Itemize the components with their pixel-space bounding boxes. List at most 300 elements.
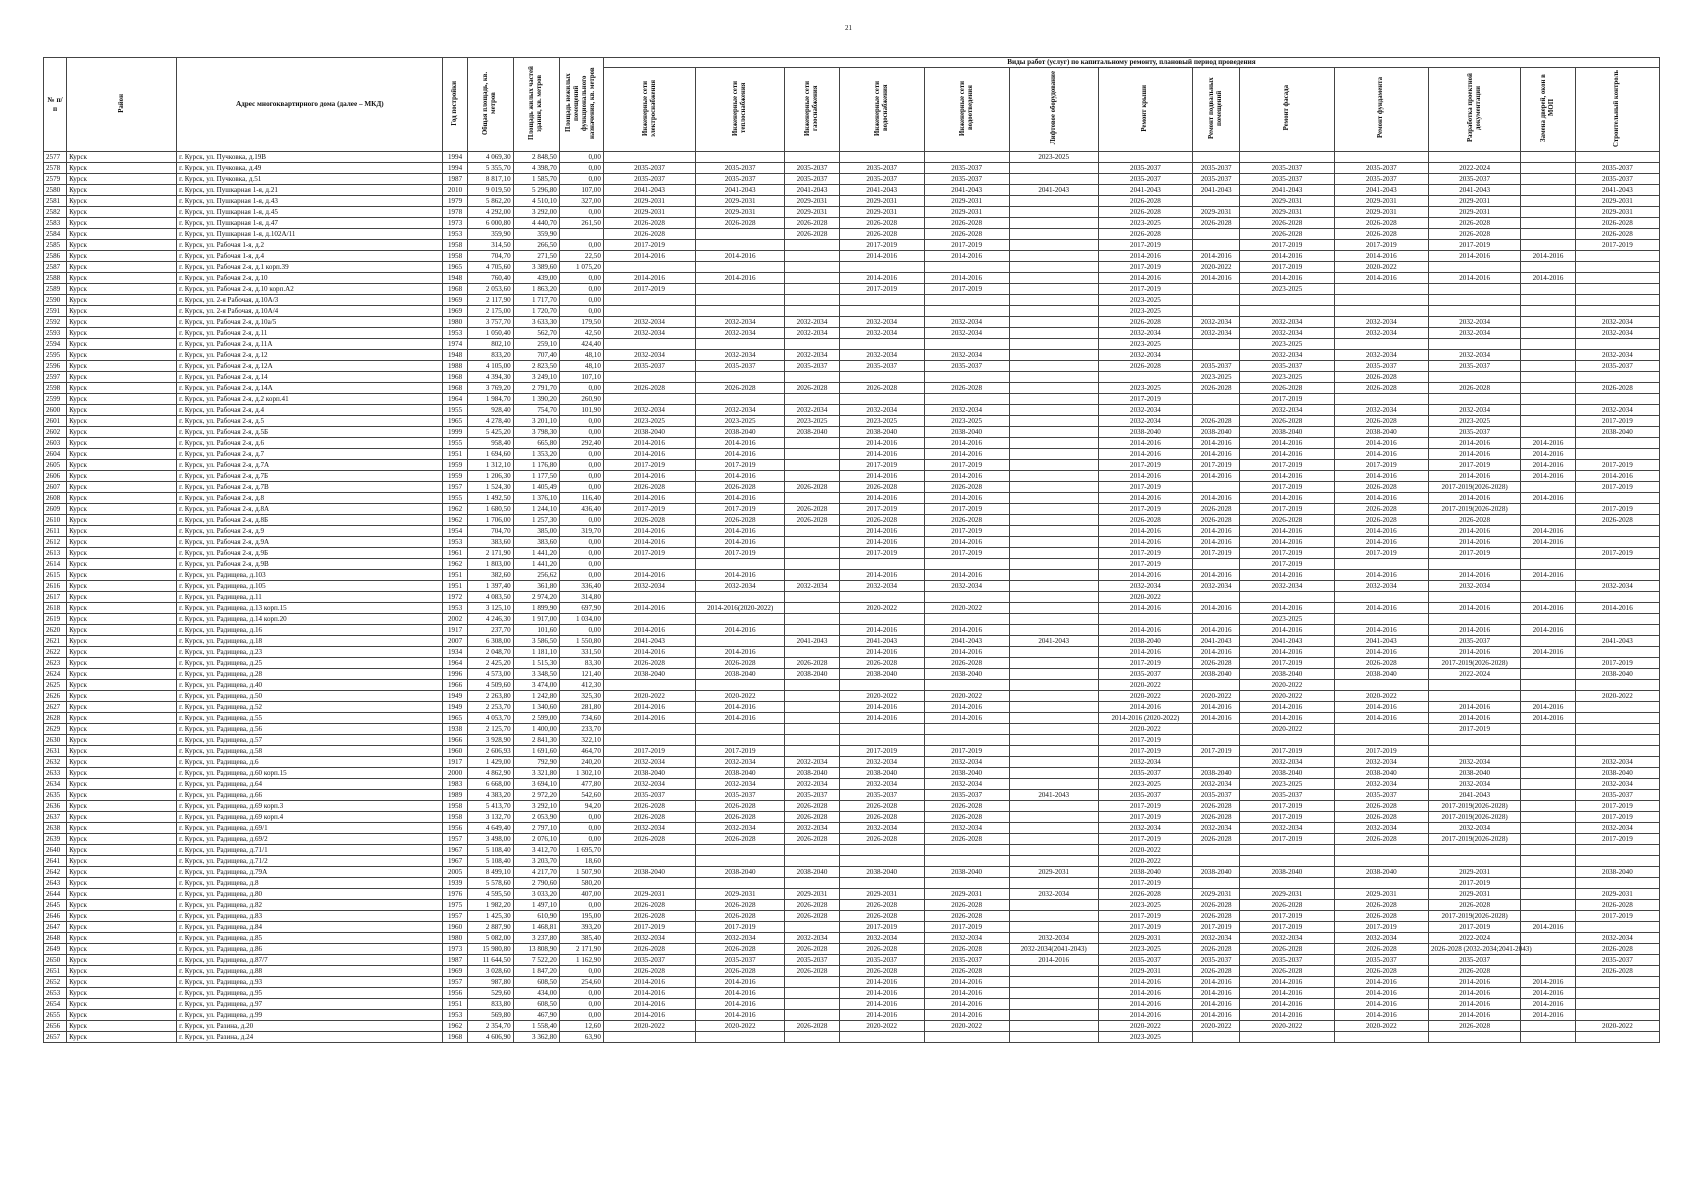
cell-work-period: 2014-2016 — [1240, 537, 1334, 548]
cell-build-year: 1968 — [443, 1032, 467, 1043]
cell-work-period — [1009, 900, 1098, 911]
cell-district: Курск — [67, 856, 177, 867]
cell-address: г. Курск, ул. Радищева, д.88 — [177, 966, 443, 977]
cell-work-period — [924, 1032, 1009, 1043]
cell-work-period: 2014-2016 — [1334, 625, 1428, 636]
cell-work-period — [1575, 625, 1659, 636]
cell-work-period: 2017-2019(2026-2028) — [1429, 911, 1521, 922]
cell-work-period: 2014-2016 — [1521, 273, 1576, 284]
cell-work-period — [1334, 878, 1428, 889]
cell-work-period: 2026-2028 — [839, 482, 924, 493]
cell-row-number: 2577 — [44, 152, 67, 163]
cell-work-period: 2014-2016 — [839, 988, 924, 999]
cell-total-area: 8 817,10 — [467, 174, 513, 185]
cell-work-period: 2041-2043 — [924, 636, 1009, 647]
cell-work-period — [1009, 328, 1098, 339]
cell-work-period — [1193, 284, 1240, 295]
cell-work-period: 2032-2034 — [1240, 317, 1334, 328]
cell-work-period — [1009, 966, 1098, 977]
cell-work-period — [1429, 1032, 1521, 1043]
cell-work-period: 2020-2022 — [603, 1021, 695, 1032]
cell-nonliving-area: 0,00 — [559, 625, 603, 636]
table-row — [44, 163, 1660, 174]
cell-row-number: 2580 — [44, 185, 67, 196]
cell-district: Курск — [67, 1010, 177, 1021]
cell-work-period — [1193, 724, 1240, 735]
cell-work-period — [1009, 647, 1098, 658]
cell-work-period: 2017-2019 — [924, 504, 1009, 515]
cell-nonliving-area: 233,70 — [559, 724, 603, 735]
cell-build-year: 1959 — [443, 460, 467, 471]
cell-work-period: 2014-2016 — [839, 493, 924, 504]
cell-work-period: 2026-2028 — [696, 383, 785, 394]
cell-work-period — [1521, 735, 1576, 746]
cell-build-year: 1961 — [443, 548, 467, 559]
cell-work-period — [696, 229, 785, 240]
cell-work-period: 2026-2028 — [1240, 383, 1334, 394]
cell-work-period: 2026-2028 — [1334, 944, 1428, 955]
cell-nonliving-area: 12,60 — [559, 1021, 603, 1032]
cell-work-period: 2032-2034 — [1429, 405, 1521, 416]
cell-nonliving-area: 0,00 — [559, 537, 603, 548]
cell-work-period — [839, 262, 924, 273]
cell-total-area: 4 083,50 — [467, 592, 513, 603]
cell-work-period: 2038-2040 — [924, 867, 1009, 878]
cell-work-period: 2035-2037 — [603, 174, 695, 185]
cell-work-period: 2017-2019 — [603, 922, 695, 933]
cell-nonliving-area: 1 507,90 — [559, 867, 603, 878]
cell-work-period: 2014-2016 — [924, 273, 1009, 284]
cell-address: г. Курск, ул. Радищева, д.18 — [177, 636, 443, 647]
cell-district: Курск — [67, 823, 177, 834]
cell-work-period: 2023-2025 — [1098, 218, 1192, 229]
cell-build-year: 1976 — [443, 889, 467, 900]
cell-row-number: 2626 — [44, 691, 67, 702]
cell-work-period — [785, 570, 840, 581]
cell-work-period: 2014-2016 — [1429, 537, 1521, 548]
cell-build-year: 1962 — [443, 559, 467, 570]
cell-work-period: 2038-2040 — [696, 427, 785, 438]
cell-work-period: 2026-2028 — [785, 966, 840, 977]
cell-work-period — [696, 856, 785, 867]
cell-build-year: 1972 — [443, 592, 467, 603]
cell-work-period — [1009, 361, 1098, 372]
cell-work-period: 2014-2016 — [1098, 977, 1192, 988]
cell-total-area: 4 573,00 — [467, 669, 513, 680]
cell-build-year: 1974 — [443, 339, 467, 350]
cell-work-period: 2020-2022 — [924, 1021, 1009, 1032]
cell-work-period — [1575, 647, 1659, 658]
cell-build-year: 1955 — [443, 493, 467, 504]
cell-work-period: 2014-2016 — [924, 625, 1009, 636]
cell-work-period — [1009, 559, 1098, 570]
cell-work-period: 2041-2043 — [1009, 185, 1098, 196]
cell-work-period: 2032-2034 — [603, 823, 695, 834]
cell-district: Курск — [67, 449, 177, 460]
header-work-9: Ремонт фундамента — [1334, 68, 1428, 152]
cell-work-period: 2032-2034 — [1193, 823, 1240, 834]
table-row — [44, 955, 1660, 966]
cell-nonliving-area: 261,50 — [559, 218, 603, 229]
cell-work-period: 2014-2016 — [1240, 702, 1334, 713]
cell-work-period: 2014-2016 — [1098, 273, 1192, 284]
cell-work-period: 2029-2031 — [696, 207, 785, 218]
cell-work-period: 2032-2034 — [839, 405, 924, 416]
cell-total-area: 833,20 — [467, 350, 513, 361]
cell-work-period: 2014-2016 — [603, 702, 695, 713]
cell-work-period — [1575, 922, 1659, 933]
cell-work-period: 2035-2037 — [839, 174, 924, 185]
cell-row-number: 2581 — [44, 196, 67, 207]
cell-work-period — [924, 680, 1009, 691]
cell-total-area: 1 982,20 — [467, 900, 513, 911]
cell-address: г. Курск, ул. Рабочая 2-я, д.5 — [177, 416, 443, 427]
cell-work-period: 2014-2016 — [839, 570, 924, 581]
cell-work-period: 2032-2034 — [1575, 757, 1659, 768]
cell-work-period — [1009, 306, 1098, 317]
cell-work-period — [1429, 295, 1521, 306]
cell-work-period: 2014-2016 — [1334, 537, 1428, 548]
cell-work-period: 2014-2016 — [839, 438, 924, 449]
cell-address: г. Курск, ул. Радищева, д.60 корп.15 — [177, 768, 443, 779]
cell-work-period: 2014-2016 — [1240, 988, 1334, 999]
cell-work-period: 2014-2016 — [696, 493, 785, 504]
cell-work-period: 2014-2016 — [1193, 449, 1240, 460]
cell-work-period — [1009, 548, 1098, 559]
cell-work-period — [1429, 306, 1521, 317]
cell-work-period: 2029-2031 — [1098, 933, 1192, 944]
cell-address: г. Курск, ул. Пучковка, д.49 — [177, 163, 443, 174]
cell-living-area: 3 633,30 — [513, 317, 559, 328]
cell-build-year: 1999 — [443, 427, 467, 438]
cell-work-period: 2038-2040 — [785, 669, 840, 680]
cell-nonliving-area: 580,20 — [559, 878, 603, 889]
cell-nonliving-area: 63,90 — [559, 1032, 603, 1043]
table-row — [44, 537, 1660, 548]
cell-work-period: 2017-2019 — [1098, 394, 1192, 405]
cell-work-period — [1009, 207, 1098, 218]
cell-living-area: 1 177,50 — [513, 471, 559, 482]
cell-address: г. Курск, ул. Радищева, д.87/7 — [177, 955, 443, 966]
cell-work-period — [1193, 394, 1240, 405]
cell-living-area: 1 390,20 — [513, 394, 559, 405]
cell-nonliving-area: 0,00 — [559, 515, 603, 526]
cell-work-period: 2017-2019 — [1240, 812, 1334, 823]
cell-work-period — [785, 1032, 840, 1043]
cell-work-period — [1521, 955, 1576, 966]
cell-row-number: 2645 — [44, 900, 67, 911]
cell-work-period: 2038-2040 — [1098, 427, 1192, 438]
cell-work-period: 2017-2019 — [1098, 735, 1192, 746]
cell-work-period: 2041-2043 — [924, 185, 1009, 196]
cell-work-period: 2026-2028 — [1240, 515, 1334, 526]
cell-living-area: 608,50 — [513, 977, 559, 988]
cell-work-period — [1429, 262, 1521, 273]
cell-work-period: 2026-2028 — [603, 482, 695, 493]
cell-work-period — [1193, 757, 1240, 768]
cell-work-period: 2014-2016 — [1521, 460, 1576, 471]
cell-work-period: 2017-2019 — [1098, 504, 1192, 515]
cell-work-period — [1521, 328, 1576, 339]
cell-nonliving-area: 464,70 — [559, 746, 603, 757]
cell-row-number: 2587 — [44, 262, 67, 273]
cell-work-period — [603, 262, 695, 273]
cell-work-period: 2032-2034 — [1193, 581, 1240, 592]
cell-work-period: 2038-2040 — [924, 427, 1009, 438]
cell-nonliving-area: 331,50 — [559, 647, 603, 658]
cell-work-period: 2035-2037 — [1098, 174, 1192, 185]
cell-work-period: 2014-2016 — [1240, 273, 1334, 284]
cell-work-period — [1334, 680, 1428, 691]
cell-row-number: 2610 — [44, 515, 67, 526]
cell-work-period — [924, 394, 1009, 405]
cell-work-period: 2038-2040 — [1193, 768, 1240, 779]
cell-row-number: 2640 — [44, 845, 67, 856]
cell-work-period — [924, 559, 1009, 570]
cell-work-period: 2026-2028 — [1429, 1021, 1521, 1032]
cell-district: Курск — [67, 724, 177, 735]
cell-work-period — [785, 845, 840, 856]
cell-address: г. Курск, ул. Рабочая 2-я, д.7В — [177, 482, 443, 493]
cell-address: г. Курск, ул. Радищева, д.79А — [177, 867, 443, 878]
cell-work-period — [1575, 449, 1659, 460]
cell-work-period: 2023-2025 — [1009, 152, 1098, 163]
cell-work-period — [1521, 669, 1576, 680]
table-row — [44, 944, 1660, 955]
cell-row-number: 2624 — [44, 669, 67, 680]
table-row — [44, 625, 1660, 636]
cell-address: г. Курск, ул. Рабочая 1-я, д.2 — [177, 240, 443, 251]
cell-work-period: 2014-2016 (2020-2022) — [1098, 713, 1192, 724]
cell-work-period — [1521, 966, 1576, 977]
cell-row-number: 2585 — [44, 240, 67, 251]
cell-work-period — [1575, 1032, 1659, 1043]
cell-address: г. Курск, ул. Радищева, д.14 корп.20 — [177, 614, 443, 625]
cell-total-area: 1 312,10 — [467, 460, 513, 471]
cell-work-period: 2023-2025 — [696, 416, 785, 427]
cell-work-period: 2032-2034 — [696, 350, 785, 361]
cell-work-period — [1521, 218, 1576, 229]
cell-work-period — [603, 856, 695, 867]
cell-work-period — [785, 1010, 840, 1021]
cell-address: г. Курск, ул. Радищева, д.57 — [177, 735, 443, 746]
cell-work-period — [785, 273, 840, 284]
cell-work-period — [1521, 691, 1576, 702]
cell-nonliving-area: 407,00 — [559, 889, 603, 900]
cell-row-number: 2630 — [44, 735, 67, 746]
cell-row-number: 2612 — [44, 537, 67, 548]
cell-work-period: 2014-2016 — [1193, 526, 1240, 537]
cell-district: Курск — [67, 658, 177, 669]
cell-work-period: 2014-2016 — [1193, 471, 1240, 482]
cell-work-period: 2026-2028 — [924, 482, 1009, 493]
cell-work-period: 2032-2034 — [603, 405, 695, 416]
cell-work-period: 2014-2016 — [1334, 493, 1428, 504]
cell-row-number: 2584 — [44, 229, 67, 240]
cell-total-area: 1 524,30 — [467, 482, 513, 493]
cell-work-period: 2014-2016 — [924, 713, 1009, 724]
cell-living-area: 1 515,30 — [513, 658, 559, 669]
cell-work-period: 2026-2028 — [1193, 515, 1240, 526]
cell-work-period — [839, 306, 924, 317]
cell-work-period: 2026-2028 — [603, 229, 695, 240]
cell-living-area: 1 441,20 — [513, 559, 559, 570]
cell-row-number: 2582 — [44, 207, 67, 218]
cell-work-period: 2026-2028 — [603, 383, 695, 394]
cell-work-period: 2035-2037 — [1575, 174, 1659, 185]
cell-total-area: 833,80 — [467, 999, 513, 1010]
cell-work-period — [1009, 383, 1098, 394]
cell-work-period — [1575, 559, 1659, 570]
cell-work-period: 2017-2019 — [1575, 504, 1659, 515]
cell-work-period: 2026-2028 — [603, 900, 695, 911]
cell-living-area: 3 292,00 — [513, 207, 559, 218]
cell-work-period — [696, 878, 785, 889]
cell-work-period — [1009, 273, 1098, 284]
cell-district: Курск — [67, 977, 177, 988]
cell-work-period: 2017-2019 — [924, 922, 1009, 933]
cell-work-period — [1009, 471, 1098, 482]
cell-row-number: 2620 — [44, 625, 67, 636]
cell-work-period: 2023-2025 — [1193, 372, 1240, 383]
cell-work-period — [1575, 537, 1659, 548]
cell-work-period: 2026-2028 — [696, 658, 785, 669]
cell-work-period — [785, 603, 840, 614]
cell-work-period — [1240, 306, 1334, 317]
cell-total-area: 4 595,50 — [467, 889, 513, 900]
cell-work-period: 2014-2016 — [1521, 647, 1576, 658]
cell-work-period: 2032-2034 — [696, 757, 785, 768]
cell-work-period: 2035-2037 — [1429, 174, 1521, 185]
cell-work-period: 2032-2034 — [839, 933, 924, 944]
cell-total-area: 5 082,00 — [467, 933, 513, 944]
cell-district: Курск — [67, 295, 177, 306]
cell-work-period: 2026-2028 — [1098, 196, 1192, 207]
cell-row-number: 2583 — [44, 218, 67, 229]
cell-work-period: 2038-2040 — [1240, 768, 1334, 779]
cell-work-period: 2020-2022 — [1193, 1021, 1240, 1032]
cell-build-year: 1965 — [443, 416, 467, 427]
cell-work-period: 2017-2019 — [1098, 548, 1192, 559]
cell-work-period: 2026-2028 — [1575, 229, 1659, 240]
cell-work-period: 2026-2028 — [696, 218, 785, 229]
cell-total-area: 1 397,40 — [467, 581, 513, 592]
cell-address: г. Курск, ул. Рабочая 2-я, д.11 — [177, 328, 443, 339]
cell-district: Курск — [67, 339, 177, 350]
cell-work-period: 2032-2034 — [1429, 779, 1521, 790]
cell-work-period: 2026-2028 — [1334, 504, 1428, 515]
cell-row-number: 2591 — [44, 306, 67, 317]
cell-work-period — [1521, 240, 1576, 251]
cell-total-area: 3 498,00 — [467, 834, 513, 845]
cell-work-period — [1009, 702, 1098, 713]
cell-district: Курск — [67, 944, 177, 955]
cell-build-year: 1969 — [443, 306, 467, 317]
table-row — [44, 658, 1660, 669]
cell-work-period — [1009, 339, 1098, 350]
cell-work-period: 2032-2034 — [924, 317, 1009, 328]
cell-work-period: 2026-2028 — [1193, 218, 1240, 229]
cell-nonliving-area: 0,00 — [559, 988, 603, 999]
cell-work-period: 2014-2016 — [1521, 999, 1576, 1010]
cell-work-period: 2014-2016 — [924, 449, 1009, 460]
cell-row-number: 2609 — [44, 504, 67, 515]
cell-work-period — [1009, 438, 1098, 449]
cell-work-period — [1009, 581, 1098, 592]
cell-work-period: 2026-2028 — [1334, 801, 1428, 812]
cell-living-area: 3 348,50 — [513, 669, 559, 680]
cell-district: Курск — [67, 504, 177, 515]
cell-work-period: 2026-2028 — [924, 801, 1009, 812]
cell-district: Курск — [67, 306, 177, 317]
cell-work-period: 2032-2034 — [1429, 757, 1521, 768]
cell-work-period — [1429, 339, 1521, 350]
cell-address: г. Курск, ул. Радищева, д.50 — [177, 691, 443, 702]
cell-nonliving-area: 0,00 — [559, 999, 603, 1010]
cell-total-area: 2 887,90 — [467, 922, 513, 933]
cell-living-area: 1 176,80 — [513, 460, 559, 471]
cell-living-area: 4 510,10 — [513, 196, 559, 207]
cell-row-number: 2644 — [44, 889, 67, 900]
cell-work-period: 2032-2034 — [1240, 328, 1334, 339]
cell-work-period: 2014-2016 — [1240, 526, 1334, 537]
cell-work-period: 2026-2028 — [1575, 944, 1659, 955]
cell-row-number: 2622 — [44, 647, 67, 658]
cell-work-period: 2038-2040 — [696, 669, 785, 680]
table-row — [44, 471, 1660, 482]
cell-work-period — [1009, 1021, 1098, 1032]
cell-row-number: 2593 — [44, 328, 67, 339]
cell-total-area: 3 928,90 — [467, 735, 513, 746]
cell-work-period: 2029-2031 — [1240, 196, 1334, 207]
cell-work-period: 2014-2016 — [1521, 625, 1576, 636]
cell-district: Курск — [67, 372, 177, 383]
cell-work-period: 2026-2028 — [839, 966, 924, 977]
cell-work-period: 2020-2022 — [1098, 856, 1192, 867]
cell-work-period: 2014-2016 — [696, 273, 785, 284]
table-row — [44, 1010, 1660, 1021]
cell-work-period — [1575, 438, 1659, 449]
cell-work-period: 2026-2028 — [1334, 515, 1428, 526]
cell-work-period — [1575, 306, 1659, 317]
cell-address: г. Курск, ул. Радищева, д.69/2 — [177, 834, 443, 845]
cell-work-period: 2014-2016 — [1240, 438, 1334, 449]
cell-work-period — [1240, 295, 1334, 306]
cell-work-period — [1521, 812, 1576, 823]
cell-build-year: 1958 — [443, 812, 467, 823]
cell-work-period — [1334, 559, 1428, 570]
cell-work-period — [1193, 152, 1240, 163]
cell-work-period — [1193, 339, 1240, 350]
cell-work-period: 2026-2028 — [1240, 944, 1334, 955]
cell-build-year: 1967 — [443, 845, 467, 856]
cell-work-period: 2038-2040 — [1575, 427, 1659, 438]
cell-work-period — [1098, 614, 1192, 625]
cell-work-period — [1098, 372, 1192, 383]
cell-total-area: 4 053,70 — [467, 713, 513, 724]
cell-district: Курск — [67, 493, 177, 504]
cell-work-period: 2014-2016 — [1098, 603, 1192, 614]
cell-work-period: 2014-2016 — [1521, 603, 1576, 614]
cell-living-area: 4 398,70 — [513, 163, 559, 174]
cell-work-period: 2014-2016 — [1334, 526, 1428, 537]
cell-work-period: 2017-2019 — [1429, 240, 1521, 251]
cell-living-area: 101,60 — [513, 625, 559, 636]
cell-work-period: 2017-2019 — [603, 548, 695, 559]
cell-district: Курск — [67, 482, 177, 493]
cell-nonliving-area: 1 695,70 — [559, 845, 603, 856]
cell-work-period — [1429, 394, 1521, 405]
